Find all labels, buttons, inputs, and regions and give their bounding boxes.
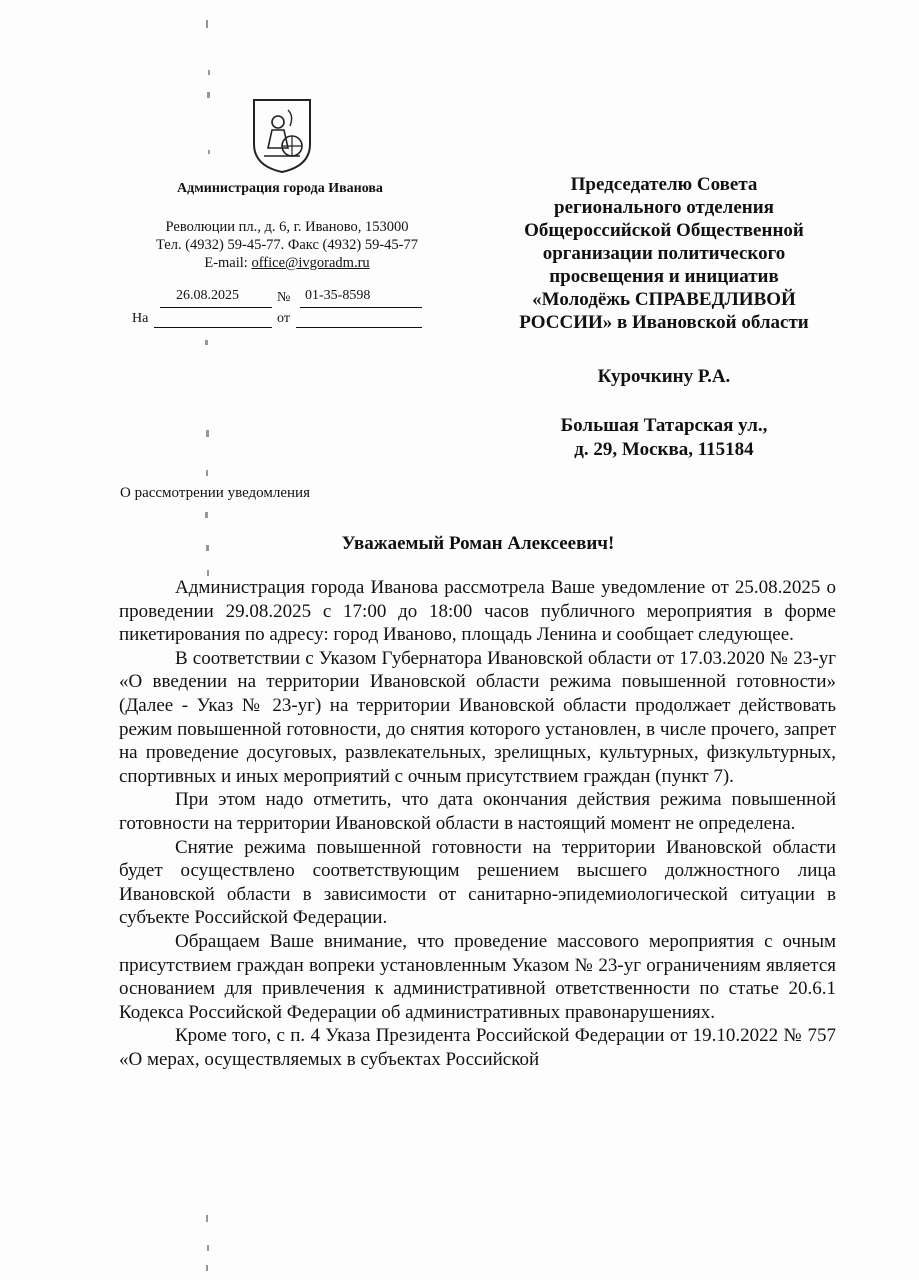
addressee-line: просвещения и инициатив — [549, 266, 779, 287]
registration-number-label: № — [277, 290, 291, 305]
addressee-street: Большая Татарская ул., — [560, 415, 768, 436]
reply-to-underline — [154, 327, 272, 328]
addressee-line: «Молодёжь СПРАВЕДЛИВОЙ — [532, 289, 796, 310]
letter-body — [119, 576, 836, 1071]
reply-to-label: На — [132, 311, 149, 326]
body-paragraph: Обращаем Ваше внимание, что проведение массового мероприятия с очным присутствием граждан вопреки установленным Указом № 23-уг ограничениям является основанием для привлечения к административной ответственности по статье 20.6.1 Кодекса Российской Федерации об административных правонарушениях. — [119, 930, 836, 1023]
addressee-name: Курочкину Р.А. — [597, 366, 731, 387]
email-label: E-mail: — [204, 255, 252, 271]
body-paragraph: Администрация города Иванова рассмотрела Ваше уведомление от 25.08.2025 о проведении 29.08.2025 с 17:00 до 18:00 часов публичного мероприятия в форме пикетирования по адресу: город Иваново, площадь Ленина и сообщает следующее. — [119, 577, 836, 646]
addressee-block — [488, 173, 840, 334]
reply-from-label: от — [277, 311, 290, 326]
addressee-line: РОССИИ» в Ивановской области — [519, 312, 809, 333]
addressee-address — [488, 414, 840, 462]
body-paragraph: При этом надо отметить, что дата окончания действия режима повышенной готовности на территории Ивановской области в настоящий момент не определена. — [119, 789, 836, 834]
email-link[interactable]: office@ivgoradm.ru — [251, 255, 370, 271]
reg-date-underline — [160, 307, 272, 308]
body-paragraph: Снятие режима повышенной готовности на территории Ивановской области будет осуществлено соответствующим решением высшего должностного лица Ивановской области в зависимости от санитарно-эпидемиологической ситуации в субъекте Российской Федерации. — [119, 836, 836, 929]
addressee-line: Общероссийской Общественной — [524, 220, 804, 241]
addressee-line: регионального отделения — [554, 197, 774, 218]
registration-date: 26.08.2025 — [176, 288, 239, 303]
addressee-line: организации политического — [542, 243, 786, 264]
salutation: Уважаемый Роман Алексеевич! — [341, 533, 615, 554]
org-phone-line: Тел. (4932) 59-45-77. Факс (4932) 59-45-77 — [156, 237, 418, 253]
body-paragraph: Кроме того, с п. 4 Указа Президента Российской Федерации от 19.10.2022 № 757 «О мерах, осуществляемых в субъектах Российской — [119, 1025, 836, 1070]
body-paragraph: В соответствии с Указом Губернатора Ивановской области от 17.03.2020 № 23-уг «О введении на территории Ивановской области режима повышенной готовности» (Далее - Указ № 23-уг) на территории Ивановской области продолжает действовать режим повышенной готовности, до снятия которого установлен, в числе прочего, запрет на проведение досуговых, развлекательных, зрелищных, культурных, физкультурных, спортивных и иных мероприятий с очным присутствием граждан (пункт 7). — [119, 647, 836, 787]
org-address-line: Революции пл., д. 6, г. Иваново, 153000 — [165, 219, 409, 235]
org-email-line — [112, 254, 462, 272]
organization-name: Администрация города Иванова — [177, 181, 383, 196]
organization-contacts — [112, 218, 462, 272]
reg-number-underline — [300, 307, 422, 308]
reply-from-underline — [296, 327, 422, 328]
letter-subject: О рассмотрении уведомления — [120, 485, 310, 501]
registration-number: 01-35-8598 — [305, 288, 371, 303]
coat-of-arms-emblem — [248, 96, 316, 174]
addressee-line: Председателю Совета — [570, 174, 758, 195]
addressee-city: д. 29, Москва, 115184 — [574, 439, 754, 460]
